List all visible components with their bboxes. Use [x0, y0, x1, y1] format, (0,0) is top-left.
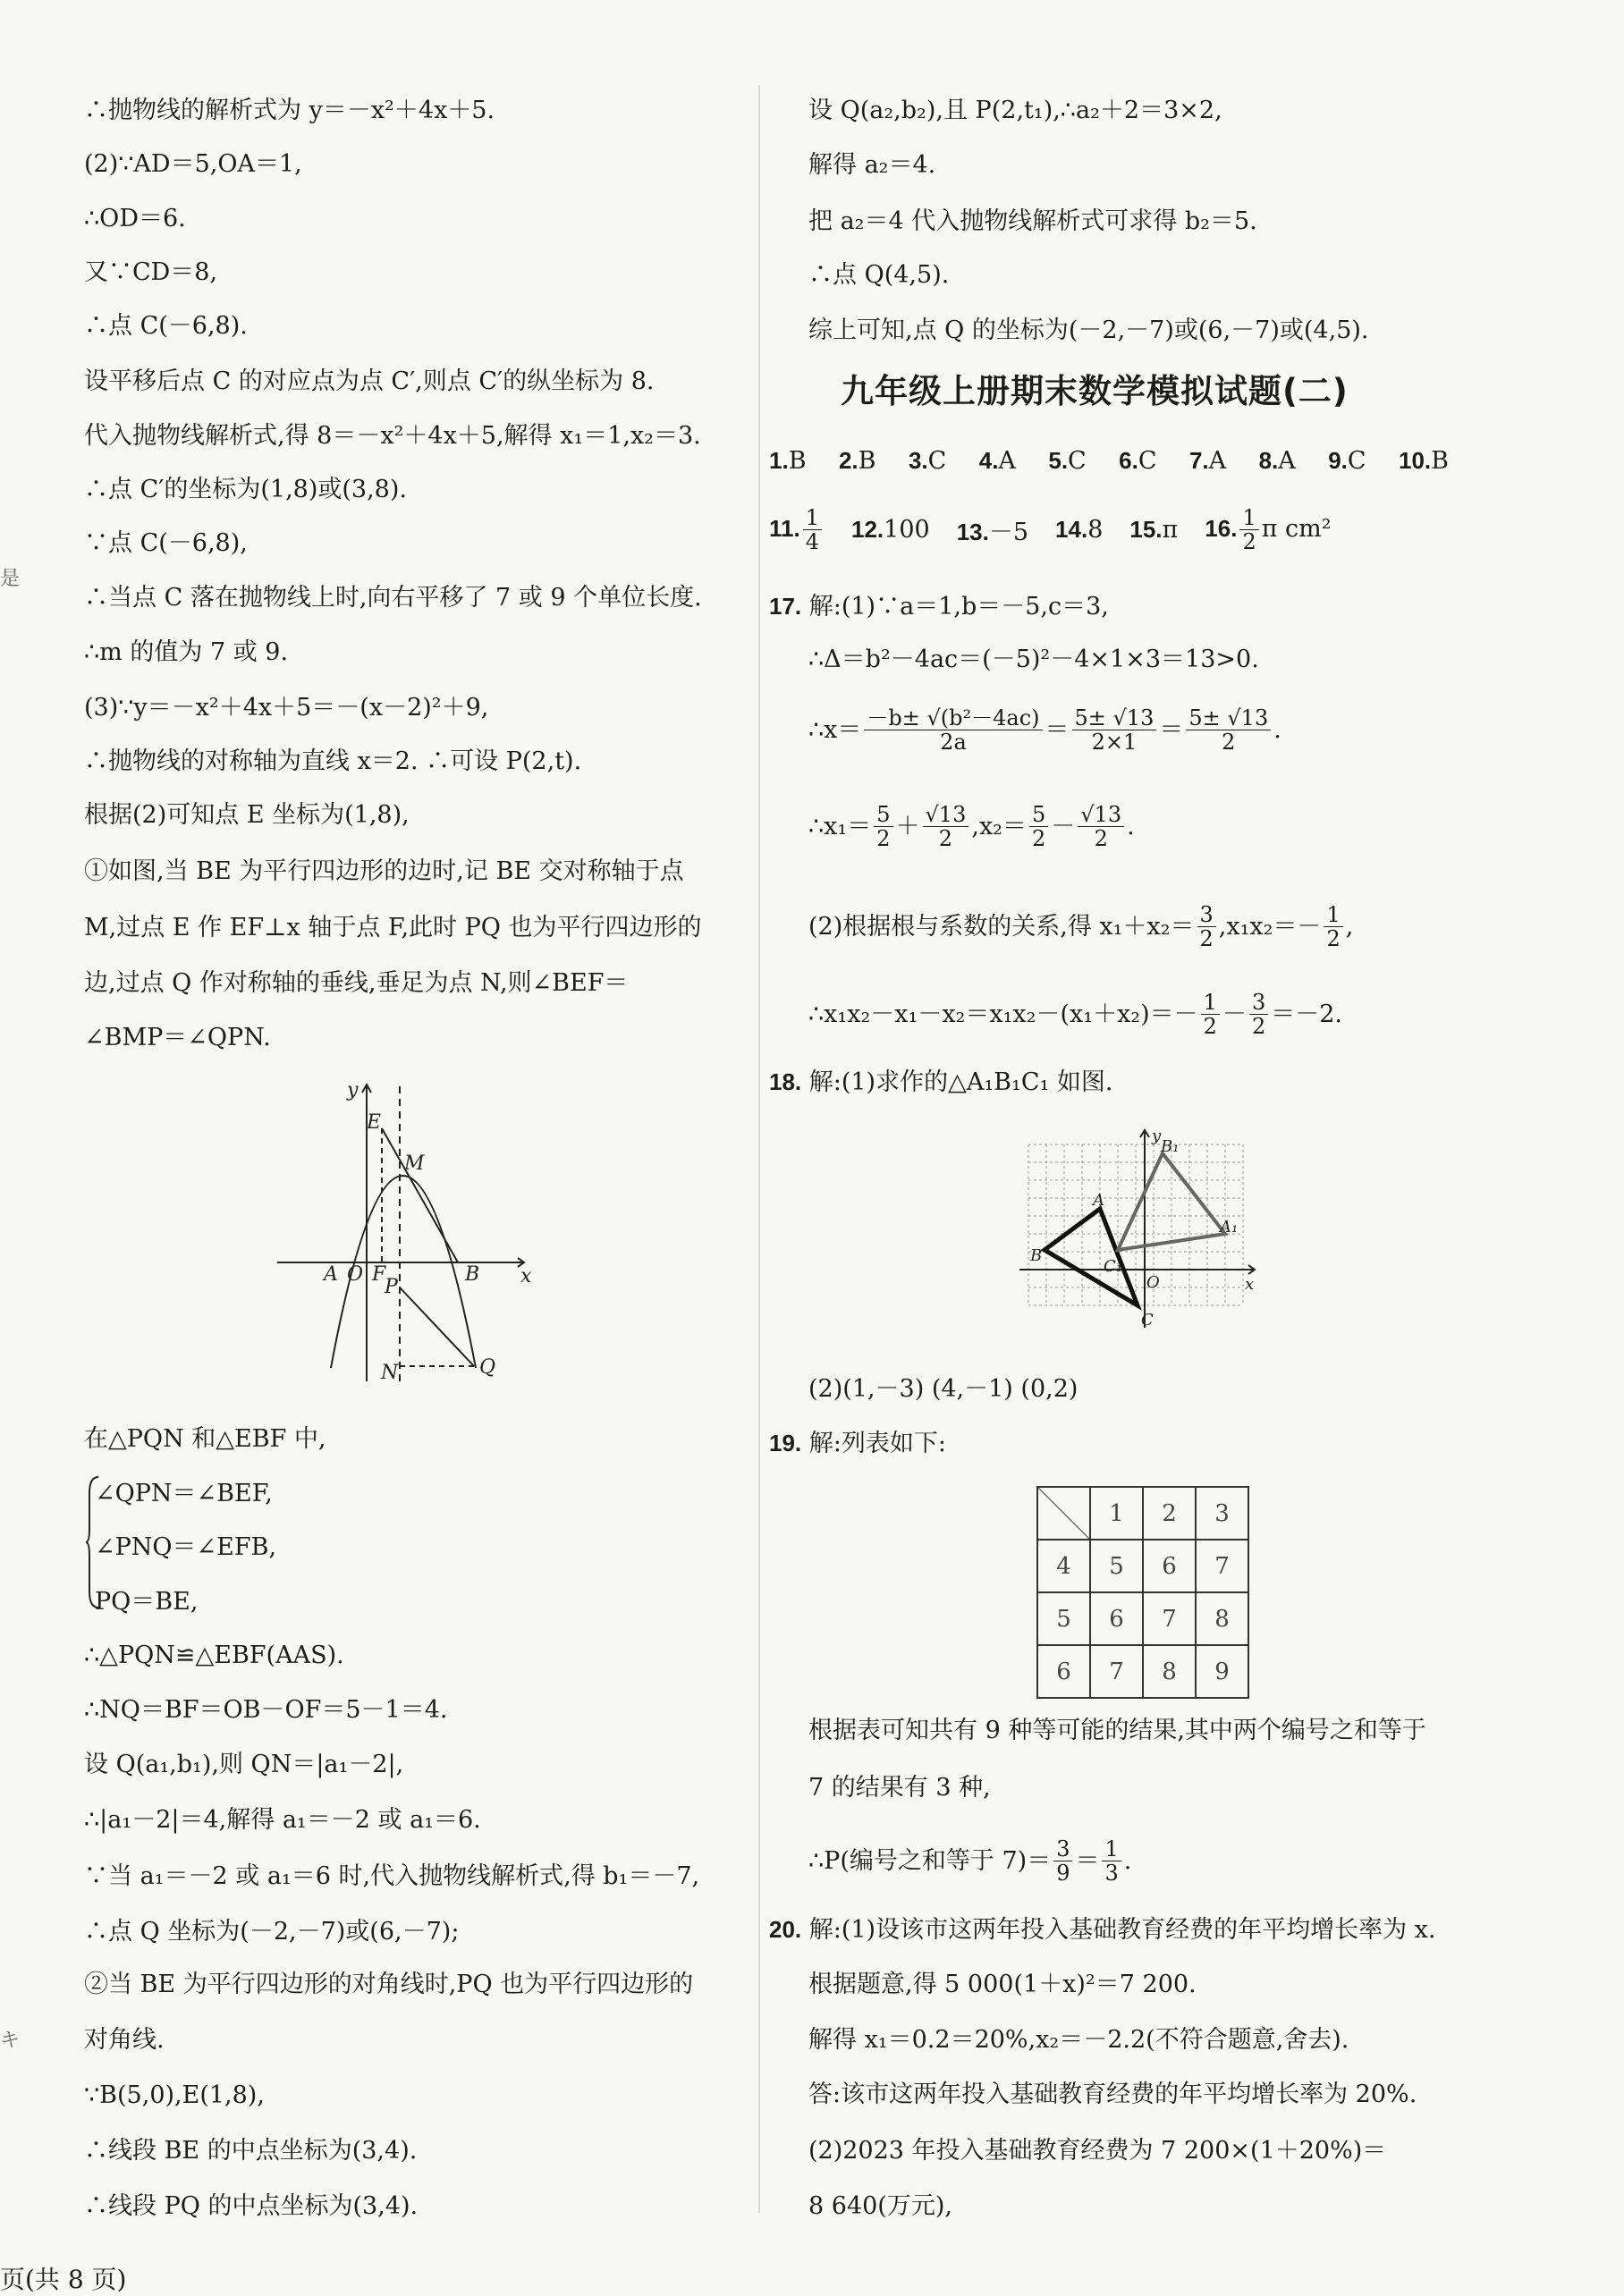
label-q: Q: [479, 1356, 496, 1379]
text-line: 根据(2)可知点 E 坐标为(1,8),: [84, 801, 410, 829]
fraction: $\frac{3}{9}$: [1053, 1837, 1072, 1885]
parabola-figure: [268, 1073, 537, 1395]
text-line: 设平移后点 C 的对应点为点 C′,则点 C′的纵坐标为 8.: [84, 367, 655, 395]
fraction: $\frac{5\pm √13}{2\times 1}$: [1072, 706, 1157, 754]
text-line: ∴点 Q(4,5).: [808, 261, 950, 289]
text-line: ∴OD＝6.: [84, 205, 186, 232]
fill-item: 13.－5: [956, 519, 1029, 546]
margin-mark-2: キ: [0, 2030, 21, 2052]
choice-item: 6.C: [1119, 447, 1157, 475]
grid-label-o: O: [1146, 1273, 1160, 1292]
fraction: $\frac{1}{4}$: [803, 506, 822, 553]
fraction: $\frac{√13}{2}$: [1078, 803, 1124, 850]
text-line: 解得 a₂＝4.: [808, 151, 936, 179]
text-line: ∴抛物线的解析式为 y＝－x²＋4x＋5.: [84, 97, 495, 124]
label-o: O: [347, 1263, 364, 1286]
grid-figure: [1011, 1127, 1261, 1341]
q19-line: 根据表可知共有 9 种等可能的结果,其中两个编号之和等于: [808, 1717, 1426, 1744]
grid-label-b1: B₁: [1161, 1137, 1180, 1156]
q19-formula: ∴P(编号之和等于 7)＝ $\frac{3}{9}$ ＝ $\frac{1}{3}$ .: [808, 1836, 1132, 1886]
table-row: [1037, 1487, 1248, 1540]
q17-formula: (2)根据根与系数的关系,得 x₁＋x₂＝ $\frac{3}{2}$ ,x₁x₂＝－ $\frac{1}{2}$ ,: [808, 902, 1354, 951]
fraction: $\frac{1}{2}$: [1324, 903, 1342, 950]
fill-item: 14.8: [1055, 516, 1104, 544]
label-x: x: [520, 1265, 532, 1287]
text-line: ∴当点 C 落在抛物线上时,向右平移了 7 或 9 个单位长度.: [84, 584, 702, 612]
q18-line: 18. 解:(1)求作的△A₁B₁C₁ 如图.: [769, 1068, 1113, 1096]
text-line: 代入抛物线解析式,得 8＝－x²＋4x＋5,解得 x₁＝1,x₂＝3.: [84, 422, 701, 450]
q17-formula: ∴x₁＝ $\frac{5}{2}$ ＋ $\frac{√13}{2}$ ,x₂＝ $\frac{5}{2}$ － $\frac{√13}{2}$ .: [808, 802, 1135, 851]
choice-item: 2.B: [838, 447, 876, 475]
table-cell: 8: [1196, 1592, 1248, 1645]
fill-answers: [769, 506, 1332, 553]
text-line: ∵点 C(－6,8),: [84, 529, 248, 557]
choice-item: 1.B: [769, 447, 807, 475]
fraction: $\frac{3}{2}$: [1249, 991, 1268, 1038]
text-line: 综上可知,点 Q 的坐标为(－2,－7)或(6,－7)或(4,5).: [808, 317, 1369, 344]
choice-item: 10.B: [1399, 447, 1449, 475]
table-cell: 6: [1090, 1592, 1143, 1645]
q17-line: 17. 解:(1)∵a＝1,b＝－5,c＝3,: [769, 593, 1109, 620]
text-line: M,过点 E 作 EF⊥x 轴于点 F,此时 PQ 也为平行四边形的: [84, 914, 702, 941]
fraction: $\frac{3}{2}$: [1197, 903, 1216, 950]
label-n: N: [381, 1362, 399, 1384]
text-line: ∴NQ＝BF＝OB－OF＝5－1＝4.: [84, 1696, 448, 1724]
text-line: ∠PNQ＝∠EFB,: [95, 1533, 277, 1561]
table-cell: 7: [1196, 1540, 1248, 1592]
q20-line: 答:该市这两年投入基础教育经费的年平均增长率为 20%.: [808, 2081, 1417, 2108]
text-line: ②当 BE 为平行四边形的对角线时,PQ 也为平行四边形的: [84, 1971, 694, 1998]
grid-label-a1: A₁: [1220, 1218, 1239, 1237]
text-line: ∴m 的值为 7 或 9.: [84, 638, 289, 666]
q20-line: 根据题意,得 5 000(1＋x)²＝7 200.: [808, 1971, 1197, 1998]
q19-line: 7 的结果有 3 种,: [808, 1774, 991, 1802]
fraction: $\frac{1}{3}$: [1102, 1837, 1121, 1885]
text-line: 设 Q(a₂,b₂),且 P(2,t₁),∴a₂＋2＝3×2,: [808, 97, 1222, 124]
choice-item: 8.A: [1258, 447, 1296, 475]
choice-item: 4.A: [978, 447, 1016, 475]
label-a: A: [324, 1263, 338, 1286]
text-line: 把 a₂＝4 代入抛物线解析式可求得 b₂＝5.: [808, 207, 1257, 235]
table-cell: 4: [1037, 1540, 1090, 1592]
q20-line: 20. 解:(1)设该市这两年投入基础教育经费的年平均增长率为 x.: [769, 1916, 1436, 1944]
text-line: PQ＝BE,: [95, 1588, 199, 1616]
q17-formula: ∴x＝ $\frac{\text{－b± √(b²－4ac)}}{2a}$ ＝ $\frac{5\pm √13}{2\times 1}$ ＝ $\frac{5\pm √13}{2}$ .: [808, 705, 1281, 755]
fill-item: 15.π: [1129, 516, 1179, 544]
text-line: 对角线.: [84, 2026, 165, 2054]
text-line: 又∵CD＝8,: [84, 258, 218, 286]
text-line: ∴线段 BE 的中点坐标为(3,4).: [84, 2137, 418, 2165]
grid-label-b: B: [1030, 1246, 1043, 1265]
q17-formula: ∴x₁x₂－x₁－x₂＝x₁x₂－(x₁＋x₂)＝－ $\frac{1}{2}$ － $\frac{3}{2}$ ＝－2.: [808, 990, 1342, 1039]
table-cell: 6: [1037, 1645, 1090, 1698]
q20-line: 解得 x₁＝0.2＝20%,x₂＝－2.2(不符合题意,舍去).: [808, 2026, 1349, 2054]
text-line: (2)∵AD＝5,OA＝1,: [84, 150, 302, 178]
fill-item: 11. $\frac{1}{4}$: [769, 506, 825, 553]
text-line: ∴抛物线的对称轴为直线 x＝2. ∴可设 P(2,t).: [84, 747, 582, 775]
grid-label-a: A: [1093, 1191, 1104, 1210]
table-cell: 8: [1143, 1645, 1196, 1698]
table-cell: 7: [1090, 1645, 1143, 1698]
grid-label-y: y: [1152, 1127, 1162, 1145]
triangle-abc: [1045, 1209, 1138, 1305]
fill-item: 16. $\frac{1}{2}$ π cm²: [1205, 505, 1332, 554]
text-line: 边,过点 Q 作对称轴的垂线,垂足为点 N,则∠BEF＝: [84, 969, 629, 997]
fraction: $\frac{\text{－b± √(b²－4ac)}}{2a}$: [864, 706, 1042, 754]
table-diagonal-cell: [1037, 1487, 1090, 1540]
q18-line: (2)(1,－3) (4,－1) (0,2): [808, 1375, 1078, 1403]
label-e: E: [367, 1111, 382, 1134]
q20-line: (2)2023 年投入基础教育经费为 7 200×(1＋20%)＝: [808, 2137, 1387, 2165]
q17-line: ∴Δ＝b²－4ac＝(－5)²－4×1×3＝13>0.: [808, 646, 1259, 673]
be-segment: [382, 1128, 458, 1262]
page-footer: 页(共 8 页): [0, 2265, 127, 2294]
text-line: ∵B(5,0),E(1,8),: [84, 2081, 265, 2109]
fraction: $\frac{1}{2}$: [1201, 991, 1220, 1038]
grid-label-x: x: [1245, 1275, 1255, 1294]
fraction: $\frac{1}{2}$: [1239, 506, 1258, 553]
label-m: M: [404, 1152, 425, 1175]
label-p: P: [385, 1276, 398, 1298]
fraction: $\frac{√13}{2}$: [923, 803, 969, 850]
q19-line: 19. 解:列表如下:: [769, 1430, 946, 1457]
table-row: [1037, 1645, 1248, 1698]
sum-table: [1036, 1486, 1249, 1699]
table-cell: 9: [1196, 1645, 1248, 1698]
q20-line: 8 640(万元),: [808, 2192, 952, 2220]
label-b: B: [465, 1263, 480, 1286]
text-line: ∠BMP＝∠QPN.: [84, 1024, 271, 1051]
text-line: ∴点 C′的坐标为(1,8)或(3,8).: [84, 476, 407, 503]
choice-answers: [769, 447, 1449, 475]
choice-item: 3.C: [908, 447, 947, 475]
label-y: y: [347, 1079, 359, 1102]
pq-segment: [400, 1287, 474, 1366]
grid-label-c: C: [1141, 1311, 1154, 1329]
table-cell: 3: [1196, 1487, 1248, 1540]
margin-mark-1: 是: [0, 568, 21, 590]
label-f: F: [372, 1263, 386, 1286]
choice-item: 9.C: [1328, 447, 1366, 475]
column-divider: [758, 85, 760, 2213]
table-cell: 7: [1143, 1592, 1196, 1645]
text-line: ∴线段 PQ 的中点坐标为(3,4).: [84, 2192, 419, 2220]
choice-item: 5.C: [1048, 447, 1087, 475]
text-line: ∴|a₁－2|＝4,解得 a₁＝－2 或 a₁＝6.: [84, 1806, 481, 1834]
fraction: $\frac{5}{2}$: [1029, 803, 1048, 850]
table-cell: 1: [1090, 1487, 1143, 1540]
fill-item: 12.100: [851, 516, 930, 544]
table-row: [1037, 1540, 1248, 1592]
text-line: 设 Q(a₁,b₁),则 QN＝|a₁－2|,: [84, 1751, 404, 1778]
text-line: ①如图,当 BE 为平行四边形的边时,记 BE 交对称轴于点: [84, 857, 684, 885]
grid-label-c1: C₁: [1104, 1257, 1122, 1276]
table-row: [1037, 1592, 1248, 1645]
choice-item: 7.A: [1188, 447, 1227, 475]
fraction: $\frac{5}{2}$: [874, 803, 892, 850]
text-line: (3)∵y＝－x²＋4x＋5＝－(x－2)²＋9,: [84, 694, 489, 722]
table-cell: 5: [1037, 1592, 1090, 1645]
text-line: ∴点 Q 坐标为(－2,－7)或(6,－7);: [84, 1918, 460, 1946]
table-cell: 6: [1143, 1540, 1196, 1592]
table-cell: 5: [1090, 1540, 1143, 1592]
grid-lines: [1028, 1144, 1243, 1305]
text-line: ∠QPN＝∠BEF,: [95, 1480, 273, 1507]
table-cell: 2: [1143, 1487, 1196, 1540]
text-line: ∴△PQN≌△EBF(AAS).: [84, 1642, 344, 1669]
text-line: ∵当 a₁＝－2 或 a₁＝6 时,代入抛物线解析式,得 b₁＝－7,: [84, 1862, 700, 1890]
text-line: ∴点 C(－6,8).: [84, 312, 248, 340]
text-line: 在△PQN 和△EBF 中,: [84, 1425, 326, 1453]
exam-title: 九年级上册期末数学模拟试题(二): [841, 372, 1349, 410]
fraction: $\frac{5\pm √13}{2}$: [1186, 706, 1271, 754]
